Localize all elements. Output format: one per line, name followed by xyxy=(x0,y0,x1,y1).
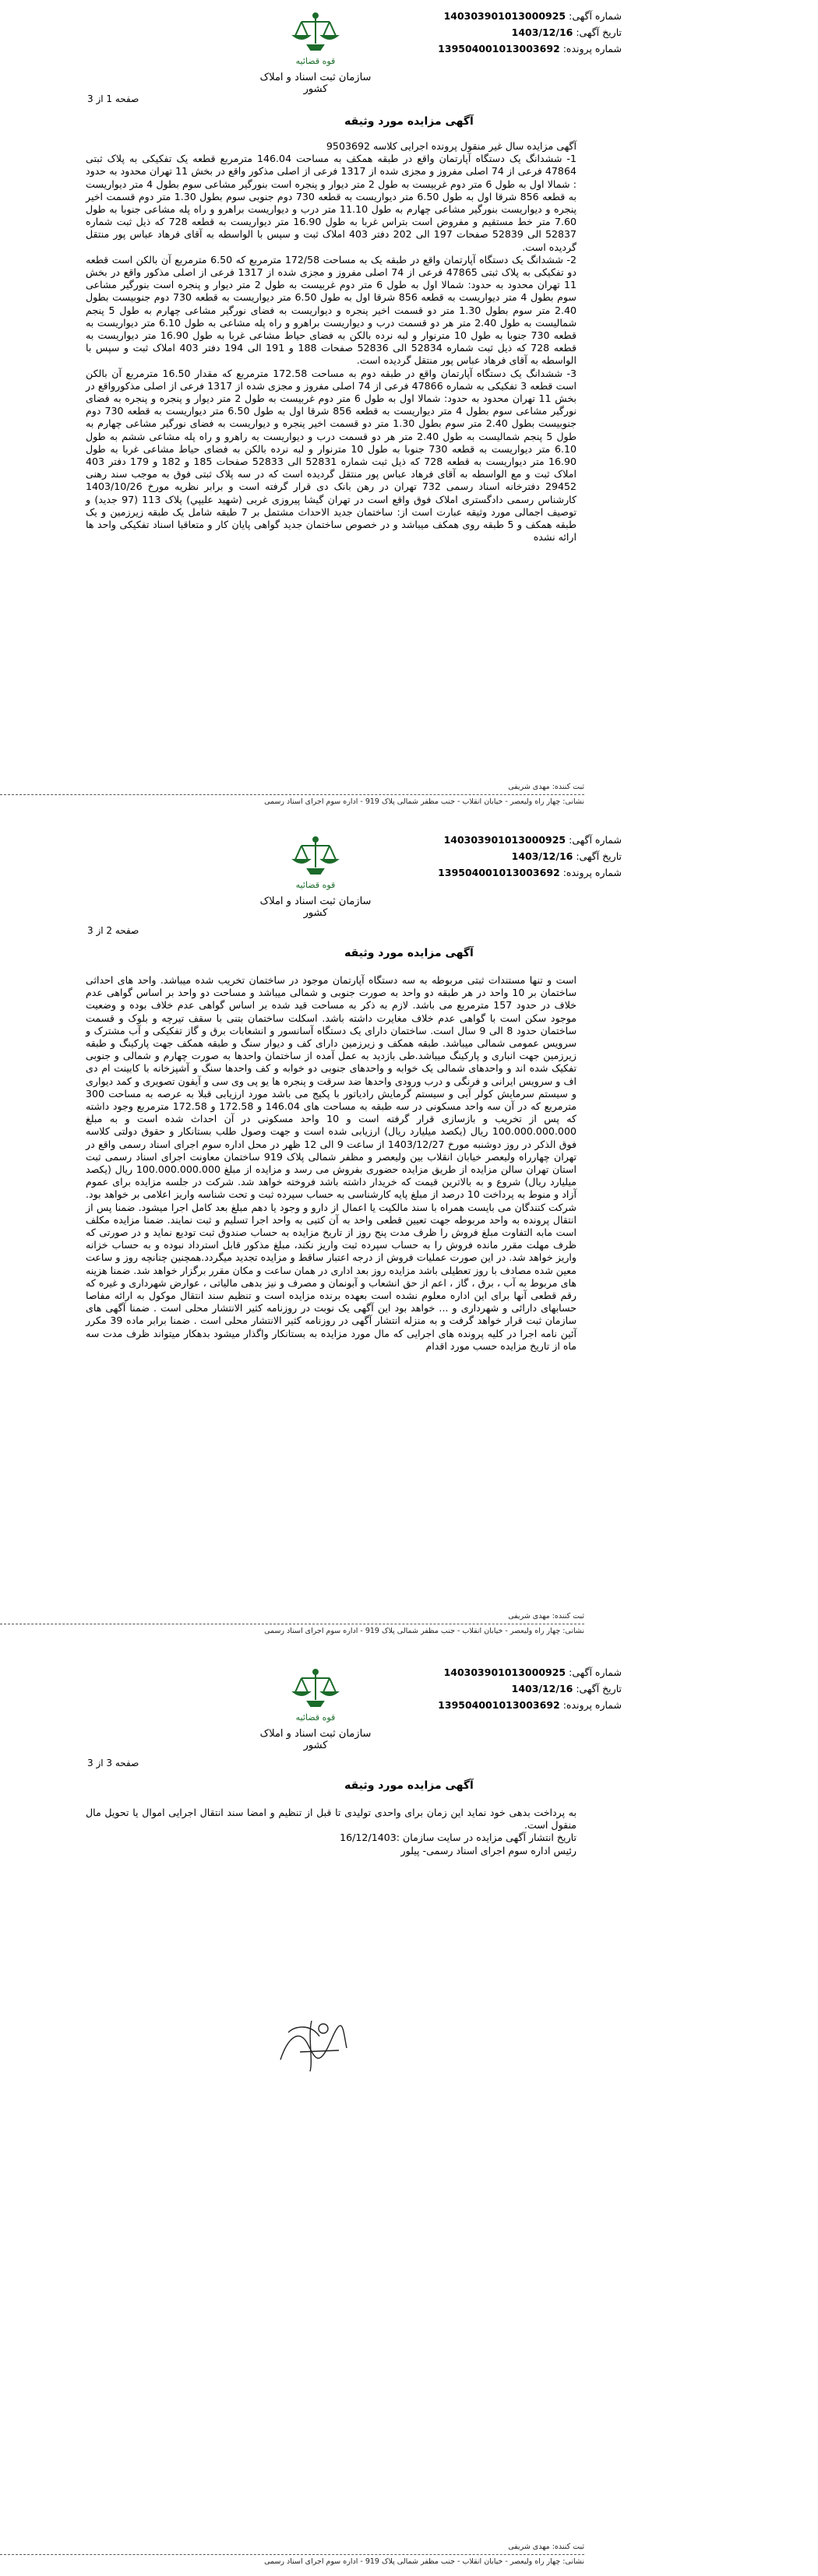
registrar-label: ثبت کننده: xyxy=(552,2543,584,2551)
notice-number-row xyxy=(427,1664,622,1680)
office-address: نشانی: چهار راه ولیعصر - خیابان انقلاب - جنب مظفر شمالی پلاک 919 - اداره سوم اجرای اسناد رسمی xyxy=(264,797,584,806)
handwritten-signature xyxy=(265,2005,358,2083)
notice-paragraph: تاریخ انتشار آگهی مزایده در سایت سازمان :16/12/1403 xyxy=(340,1832,576,1844)
notice-meta xyxy=(427,8,622,57)
notice-date-row xyxy=(427,848,622,864)
judiciary-emblem xyxy=(253,833,378,919)
notice-number-row xyxy=(427,832,622,848)
notice-body xyxy=(86,140,576,544)
notice-date: 1403/12/16 xyxy=(511,26,573,38)
registrar-label: ثبت کننده: xyxy=(552,783,584,791)
notice-date-label: تاریخ آگهی: xyxy=(576,26,622,38)
file-number-row xyxy=(427,864,622,881)
notice-date-label: تاریخ آگهی: xyxy=(576,850,622,862)
scales-emblem-icon xyxy=(284,9,347,70)
registrar-line xyxy=(0,1612,584,1621)
page-number: صفحه 3 از 3 xyxy=(87,1758,139,1768)
document-page-3 xyxy=(0,1647,818,2576)
emblem-caption: قوه قضائیه xyxy=(295,1712,336,1723)
page-footer xyxy=(0,783,584,806)
notice-meta xyxy=(427,832,622,881)
notice-date-row xyxy=(427,24,622,40)
notice-body xyxy=(86,974,576,1353)
notice-number: 140303901013000925 xyxy=(443,834,566,846)
notice-paragraph: رئیس اداره سوم اجرای اسناد رسمی- پیلور xyxy=(400,1844,576,1856)
file-number-row xyxy=(427,40,622,57)
emblem-caption: قوه قضائیه xyxy=(295,56,336,66)
registrar-name: مهدی شریفی xyxy=(508,783,550,791)
file-number: 139504001013003692 xyxy=(438,1699,560,1711)
footer-divider xyxy=(0,2554,584,2555)
file-number: 139504001013003692 xyxy=(438,43,560,55)
page-footer xyxy=(0,1612,584,1635)
notice-body xyxy=(86,1807,576,1857)
emblem-caption: قوه قضائیه xyxy=(295,880,336,890)
notice-paragraph: 3- ششدانگ یک دستگاه آپارتمان واقع در طبقه دوم به مساحت 172.58 مترمربع که مقدار 16.50 مترمربع آن بالکن است قطعه 3 تفکیکی به شماره 47866 فرعی از 74 اصلی مفروز و مجزی شده از 1317 فرعی از اصلی مذکورواقع در بخش 11 تهران محدود به حدود: شمالا اول به طول 6 متر دوم غربیست به طول 2 متر دیوار و پنجره و پنجره به فضای نورگیر مشاعی سوم بطول 4 متر دیواریست به قطعه 856 شرقا اول به طول 6.50 متر دیواریست به قطعه 730 دوم جنوبیست بطول 2.40 متر سوم بطول 1.30 متر دو قسمت اخیر پنجره و دیواریست به فضای نورگیر مشاعی چهارم به طول 5 پنجم شمالیست به طول 2.40 متر هر دو قسمت درب و دیواریست به راهرو و راه پله مشاعی ششم به طول 6.10 متر دیواریست به قطعه 730 جنوبا به طول 10 مترنوار و لبه نرده بالکن به فضای حیاط مشاعی غربا به طول 16.90 متر دیواریست به قطعه 728 که ذیل ثبت شماره 52831 الی 52833 صفحات 185 و 182 و 179 دفتر 403 املاک ثبت و مع الواسطه به آقای فرهاد عباس پور منتقل گردیده است که در سه پلاک ثبتی فوق به موجب سند رهنی 29452 دفترخانه اسناد رسمی 732 تهران در رهن بانک دی قرار گرفته است و برابر نظریه مورخ 1403/10/26 کارشناس رسمی دادگستری املاک فوق واقع است در تهران گیشا پیروزی غربی (شهید عليپي) پلاک 113 (97 جدید) و توصیف اجمالی مورد وثیقه عبارت است از: ساختمان جدید الاحداث مشتمل بر 7 طبقه شامل یک طبقه زیرزمین و یک طبقه همکف و 5 طبقه روی همکف میباشد و در خصوص ساختمان جدید گواهی پایان کار و متعاقبا اسناد تفکیکی واحد ها ارائه نشده xyxy=(86,367,577,544)
organization-name: سازمان ثبت اسناد و املاک کشور xyxy=(259,1728,372,1751)
notice-paragraph: 1- ششدانگ یک دستگاه آپارتمان واقع در طبقه همکف به مساحت 146.04 مترمربع قطعه یک تفکیکی به پلاک ثبتی 47864 فرعی از 74 اصلی مفروز و مجزی شده از 1317 فرعی از اصلی مذکور واقع در بخش 11 تهران محدود به حدود : شمالا اول به طول 6 متر دوم غربیست به طول 2 متر دیوار و پنجره است بنورگیر مشاعی سوم بطول 4 متر دیواریست به قطعه 856 شرقا اول به طول 6.50 متر دیواریست به قطعه 730 دوم جنوبی سوم بطول 1.30 متر دوم قسمت اخیر پنجره و دیواریست بنورگیر مشاعی چهارم به طول 11.10 متر درب و دیواریست براهرو و راه پله مشاعی جنوبا به طول 7.60 متر خط مستقیم و مفروض است بتراس غربا به طول 16.90 متر دیواریست به قطعه 728 که ذیل ثبت شماره 52837 الی 52839 صفحات 197 الی 202 دفتر 403 املاک ثبت و سپس با الواسطه به آقای فرهاد عباس پور منتقل گردیده است. xyxy=(86,153,577,253)
notice-number: 140303901013000925 xyxy=(443,1666,566,1678)
page-footer xyxy=(0,2543,584,2566)
notice-number-label: شماره آگهی: xyxy=(569,10,622,22)
notice-title: آگهی مزایده مورد وثیقه xyxy=(344,115,474,128)
notice-date-row xyxy=(427,1680,622,1697)
notice-number-label: شماره آگهی: xyxy=(569,1666,622,1678)
registrar-label: ثبت کننده: xyxy=(552,1612,584,1621)
notice-title: آگهی مزایده مورد وثیقه xyxy=(344,947,474,959)
notice-meta xyxy=(427,1664,622,1713)
registrar-line xyxy=(0,783,584,791)
notice-title: آگهی مزایده مورد وثیقه xyxy=(344,1779,474,1792)
notice-date: 1403/12/16 xyxy=(511,850,573,862)
notice-paragraph: است و تنها مستندات ثبتی مربوطه به سه دستگاه آپارتمان موجود در ساختمان تخریب شده میباشد. واحد های احداثی ساختمان بر 10 واحد در هر طبقه دو واحد به صورت جنوبی و شمالی میباشد و مساحت دو واحد بر اساس گواهی عدم خلاف در حدود 157 مترمربع می باشد. لازم به ذکر به مساحت قید شده بر اساس گواهی عدم خلاف بوده و وضعیت موجود سکن است با گواهی عدم خلاف مغایرت داشته باشد. اسکلت ساختمان بتنی با سقف تیرچه و بلوک و قسمت ساختمان حدود 8 الی 9 سال است. ساختمان دارای یک دستگاه آسانسور و انشعابات برق و گاز تفکیکی و آب مشترک و سرویس عمومی شمالی میباشد. طبقه همکف و زیرزمین دارای کف و دیوار سنگ و طبقه همکف جهت پارکینگ و طبقه زیرزمین جهت انباری و پارکینگ میباشد.طی بازدید به عمل آمده از ساختمان واحدها به صورت چهارم و شمالی و جنوبی تفکیک شده اند و واحدهای شمالی یک خوابه و واحدهای جنوبی دو خوابه و کف واحدها سنگ و آشپزخانه با کابینت ام دی اف و سرویس ایرانی و فرنگی و درب ورودی واحدها ضد سرقت و پنجره ها یو پی وی سی و آیفون تصویری و کمد دیواری و سیستم سرمایش کولر آبی و سیستم گرمایش رادیاتور با پکیج می باشد مورد ارزیابی قبلا به عرصه به مساحت 300 مترمربع که در آن سه واحد مسکونی در سه طبقه به مساحت های 146.04 و 172.58 و 172.58 مترمربع وجود داشته که پس از تخریب و بازسازی قرار گرفته است و 10 واحد مسکونی در آن احداث شده است و به مبلغ 100.000.000.000 ریال (یکصد میلیارد ریال) ارزیابی شده است و جهت وصول طلب بستانکار و حقوق دولتی کلاسه فوق الذکر در روز دوشنبه مورخ 1403/12/27 از ساعت 9 الی 12 ظهر در محل اداره سوم اجرای اسناد رسمی واقع در تهران چهارراه ولیعصر خیابان انقلاب بین ولیعصر و مظفر شمالی پلاک 919 ساختمان معاونت اجرای اسناد رسمی ثبت استان تهران سالن مزایده از طریق مزایده حضوری بفروش می رسد و مزایده از مبلغ 100.000.000.000 ریال (یکصد میلیارد ریال) شروع و به بالاترین قیمت که خریدار داشته باشد فروخته خواهد شد. شرکت در جلسه مزایده برای عموم آزاد و منوط به پرداخت 10 درصد از مبلغ پایه کارشناسی به حساب سپرده ثبت و تحت شناسه واریز اعلامی بر خواهد بود. شرکت کنندگان می بایست همراه با سند مالکیت یا اعمال از دارو و وجود یا دهم مبلغ بعد کامل اجرا میشود. ضمنا پس از انتقال پرونده به واحد مربوطه جهت تعیین قطعی واحد به آن کتبی به واحد اجرا تسلیم و ثبت نمایند. ضمنا مزایده مکلف است مابه التفاوت مبلغ فروش را ظرف مدت پنج روز از تاریخ مزایده به حساب صندوق ثبت تودیع نماید و در صورتی که ظرف مهلت مقرر مانده فروش را به حساب سپرده ثبت واریز نکند، مبلغ مذکور قابل استرداد نبوده و به حساب خزانه واریز خواهد شد. در این صورت عملیات فروش از درجه اعتبار ساقط و مزایده تجدید میگردد.همچنین چنانچه روز و ساعت معین شده مصادف با روز تعطیلی باشد مزایده روز بعد اداری در همان ساعت و مکان مقرر برگزار خواهد شد. ضمنا هزینه های مربوط به آب ، برق ، گاز ، اعم از حق انشعاب و آبونمان و مصرف و نیز بدهی مالیاتی ، عوارض شهرداری و غیره که رقم قطعی آنها برای این اداره معلوم نشده است بعهده برنده مزایده است و تنظیم سند انتقال موکول به ارائه مفاصا حسابهای دارائی و شهرداری و ... خواهد بود این آگهی یک نوبت در روزنامه کثیر الانتشار محلی است . ضمنا آگهی های سازمان ثبت قرار خواهد گرفت و به منزله انتشار آگهی در روزنامه کثیر الانتشار محلی است . ضمنا برابر ماده 39 مکرر آئین نامه اجرا در کلیه پرونده های اجرایی که مال مورد مزایده به بستانکار واگذار میشود بدهکار میتواند ظرف مدت سه ماه از تاریخ مزایده حسب مورد اقدام xyxy=(86,974,577,1352)
notice-paragraph: 2- ششدانگ یک دستگاه آپارتمان واقع در طبقه یک به مساحت 172/58 مترمربع که 6.50 مترمربع آن بالکن است قطعه دو تفکیکی به پلاک ثبتی 47865 فرعی از 74 اصلی مفروز و مجزی شده از 1317 فرعی از اصلی مذکور واقع در بخش 11 تهران محدود به حدود: شمالا اول به طول 6 متر دوم غربیست به طول 2 متر دیوار و پنجره است بنورگیر مشاعی سوم بطول 4 متر دیواریست به قطعه 856 شرقا اول به طول 6.50 متر دیواریست به قطعه 730 دوم جنوبیست بطول 2.40 متر سوم بطول 1.30 متر دو قسمت اخیر پنجره و دیواریست به فضای نورگیر مشاعی چهارم به طول 5 پنجم شمالیست به طول 2.40 متر هر دو قسمت درب و دیواریست براهرو و راه پله مشاعی به طول 6.10 متر دیواریست به قطعه 730 جنوبا به طول 10 مترنوار و لبه نرده بالکن به فضای حیاط مشاعی غربا به طول 16.90 متر دیواریست به قطعه 728 که ذیل ثبت شماره 52834 الی 52836 صفحات 188 و 191 الی 194 دفتر 403 املاک ثبت و سپس با الواسطه به آقای فرهاد عباس پور منتقل گردیده است. xyxy=(86,253,576,367)
registrar-name: مهدی شریفی xyxy=(508,2543,550,2551)
file-number: 139504001013003692 xyxy=(438,867,560,878)
notice-paragraph: آگهی مزایده سال غیر منقول پرونده اجرایی کلاسه 9503692 xyxy=(326,140,576,152)
registrar-line xyxy=(0,2543,584,2551)
file-number-row xyxy=(427,1697,622,1713)
file-number-label: شماره پرونده: xyxy=(562,867,622,878)
document-page-2 xyxy=(0,815,818,1646)
file-number-label: شماره پرونده: xyxy=(562,1699,622,1711)
judiciary-emblem xyxy=(253,9,378,95)
document-page-1 xyxy=(0,0,818,814)
office-address: نشانی: چهار راه ولیعصر - خیابان انقلاب - جنب مظفر شمالی پلاک 919 - اداره سوم اجرای اسناد رسمی xyxy=(264,1627,584,1635)
registrar-name: مهدی شریفی xyxy=(508,1612,550,1621)
scales-emblem-icon xyxy=(284,833,347,894)
notice-number-label: شماره آگهی: xyxy=(569,834,622,846)
organization-name: سازمان ثبت اسناد و املاک کشور xyxy=(259,896,372,919)
page-number: صفحه 2 از 3 xyxy=(87,925,139,936)
organization-name: سازمان ثبت اسناد و املاک کشور xyxy=(259,72,372,95)
judiciary-emblem xyxy=(253,1666,378,1751)
page-number: صفحه 1 از 3 xyxy=(87,93,139,104)
notice-date: 1403/12/16 xyxy=(511,1683,573,1694)
office-address: نشانی: چهار راه ولیعصر - خیابان انقلاب - جنب مظفر شمالی پلاک 919 - اداره سوم اجرای اسناد رسمی xyxy=(264,2557,584,2566)
notice-number: 140303901013000925 xyxy=(443,10,566,22)
notice-date-label: تاریخ آگهی: xyxy=(576,1683,622,1694)
notice-paragraph: به پرداخت بدهی خود نماید این زمان برای واحدی تولیدی تا قبل از تنظیم و امضا سند انتقال اجرایی اموال یا تحویل مال منقول است. xyxy=(86,1807,576,1832)
file-number-label: شماره پرونده: xyxy=(562,43,622,55)
scales-emblem-icon xyxy=(284,1666,347,1726)
footer-divider xyxy=(0,794,584,795)
notice-number-row xyxy=(427,8,622,24)
